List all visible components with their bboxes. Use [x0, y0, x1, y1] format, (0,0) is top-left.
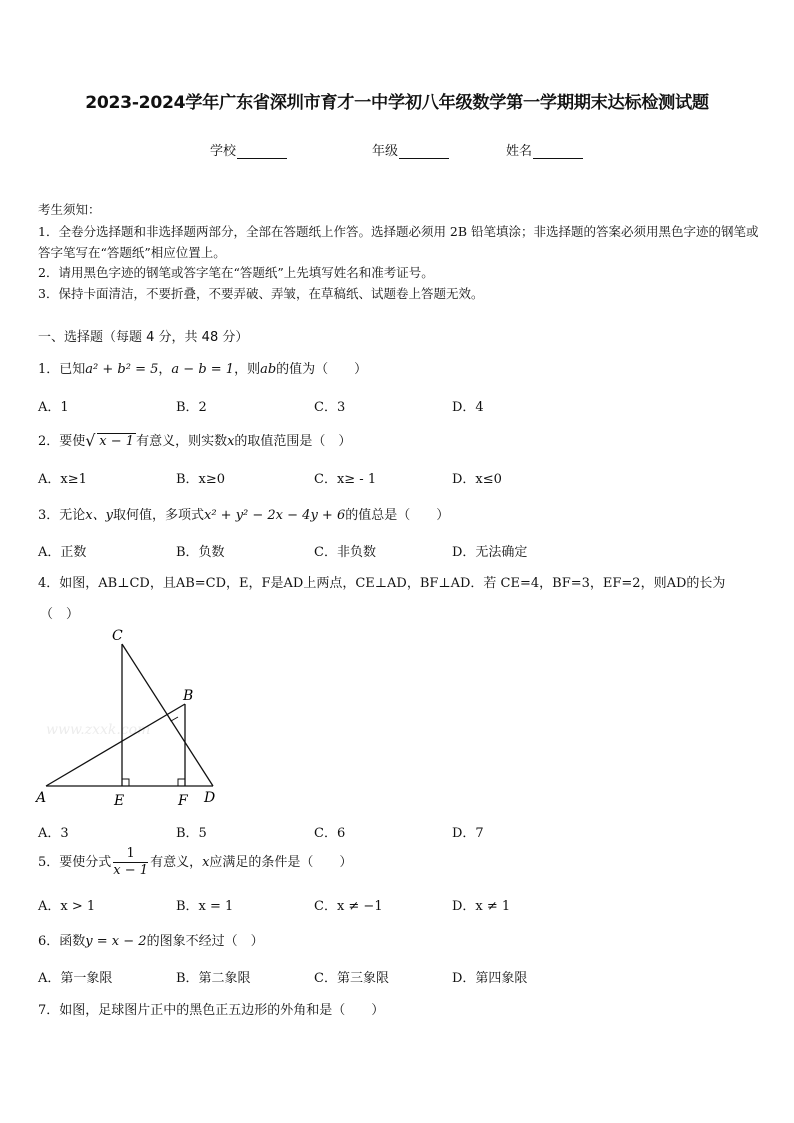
q5-option-a: A．x > 1 [38, 899, 96, 914]
q5-post: 应满足的条件是（ ） [209, 855, 353, 870]
question-7 [38, 999, 384, 1018]
q3-expr: x² + y² − 2x − 4y + 6 [204, 508, 346, 523]
school-blank [237, 144, 287, 159]
q6-option-d: D．第四象限 [452, 971, 528, 986]
right-angle-e [122, 779, 129, 786]
notice-item-3: 3．保持卡面清洁，不要折叠，不要弄破、弄皱，在草稿纸、试题卷上答题无效。 [38, 286, 484, 301]
q1-number: 1． [38, 362, 60, 377]
q3-option-a: A．正数 [38, 545, 87, 560]
q1-option-a: A．1 [38, 400, 69, 415]
question-4 [38, 572, 725, 591]
q6-pre: 函数 [59, 934, 86, 949]
grade-blank [399, 144, 449, 159]
question-1 [38, 358, 367, 377]
q1-sep: ， [158, 362, 172, 377]
q6-option-b: B．第二象限 [176, 971, 251, 986]
q5-option-d: D．x ≠ 1 [452, 899, 511, 914]
q6-option-a: A．第一象限 [38, 971, 113, 986]
grade-label: 年级 [372, 144, 399, 159]
name-blank [533, 144, 583, 159]
q2-radicand: x − 1 [99, 434, 135, 449]
notice-heading: 考生须知： [38, 202, 101, 217]
section-title: 一、选择题（每题 4 分，共 48 分） [38, 330, 249, 345]
q3-option-c: C．非负数 [314, 545, 376, 560]
q4-figure [30, 622, 230, 812]
q4-option-c: C．6 [314, 826, 346, 841]
figure-watermark: www.zxxk.com [46, 722, 151, 738]
q1-var: ab [260, 362, 277, 377]
name-label: 姓名 [506, 144, 533, 159]
q2-option-c: C．x≥ - 1 [314, 472, 377, 487]
q5-var: x [202, 855, 210, 870]
q1-option-d: D．4 [452, 400, 484, 415]
q3-pre: 无论 [59, 508, 86, 523]
q1-option-b: B．2 [176, 400, 207, 415]
q2-post: 的取值范围是（ ） [234, 434, 352, 449]
q2-option-b: B．x≥0 [176, 472, 226, 487]
page-title: 2023-2024学年广东省深圳市育才一中学初八年级数学第一学期期末达标检测试题 [85, 93, 709, 113]
q1-post: 的值为（ ） [276, 362, 368, 377]
q3-option-d: D．无法确定 [452, 545, 528, 560]
q5-mid: 有意义， [150, 855, 203, 870]
school-field [210, 140, 287, 159]
line-ab [46, 704, 185, 786]
q3-mid: 取何值，多项式 [112, 508, 204, 523]
question-5 [38, 846, 352, 879]
q2-number: 2． [38, 434, 60, 449]
q6-number: 6． [38, 934, 60, 949]
sqrt-icon: √ [85, 431, 96, 450]
q7-text: 如图，足球图片正中的黑色正五边形的外角和是（ ） [59, 1003, 385, 1018]
label-c: C [112, 628, 123, 644]
q5-number: 5． [38, 855, 60, 870]
q3-vars: x、y [85, 508, 113, 523]
notice-item-1: 1．全卷分选择题和非选择题两部分，全部在答题纸上作答。选择题必须用 2B 铅笔填涂；非选择题的答案必须用黑色字迹的钢笔或答字笔写在“答题纸”相应位置上。 [38, 224, 759, 260]
q6-post: 的图象不经过（ ） [146, 934, 264, 949]
label-f: F [178, 793, 188, 809]
q6-expr: y = x − 2 [85, 934, 147, 949]
q5-frac-numerator: 1 [113, 846, 148, 863]
q2-mid: 有意义，则实数 [136, 434, 228, 449]
q4-text: 如图，AB⊥CD，且AB=CD，E，F是AD上两点，CE⊥AD，BF⊥AD．若 CE=4，BF=3，EF=2，则AD的长为 [59, 576, 726, 591]
q2-var: x [227, 434, 235, 449]
name-field [506, 140, 583, 159]
q1-option-c: C．3 [314, 400, 346, 415]
q5-fraction [113, 846, 148, 879]
geometry-diagram [30, 622, 230, 812]
q1-mid: ，则 [234, 362, 261, 377]
label-b: B [183, 688, 194, 704]
q6-option-c: C．第三象限 [314, 971, 389, 986]
label-e: E [114, 793, 125, 809]
q7-number: 7． [38, 1003, 60, 1018]
q3-number: 3． [38, 508, 60, 523]
q1-eq1: a² + b² = 5 [85, 362, 159, 377]
q2-pre: 要使 [59, 434, 86, 449]
q1-eq2: a − b = 1 [171, 362, 235, 377]
right-angle-f [178, 779, 185, 786]
q5-frac-denominator: x − 1 [113, 863, 149, 878]
question-3 [38, 504, 449, 523]
q4-option-d: D．7 [452, 826, 484, 841]
q5-option-c: C．x ≠ −1 [314, 899, 383, 914]
question-6 [38, 930, 264, 949]
notice-item-2: 2．请用黑色字迹的钢笔或答字笔在“答题纸”上先填写姓名和准考证号。 [38, 265, 434, 280]
q4-option-b: B．5 [176, 826, 207, 841]
school-label: 学校 [210, 144, 237, 159]
label-a: A [36, 790, 47, 806]
question-2 [38, 430, 351, 449]
label-d: D [204, 790, 216, 806]
q3-option-b: B．负数 [176, 545, 225, 560]
q1-pre: 已知 [59, 362, 86, 377]
q3-post: 的值总是（ ） [345, 508, 450, 523]
q4-number: 4． [38, 576, 60, 591]
q4-option-a: A．3 [38, 826, 69, 841]
grade-field [372, 140, 449, 159]
q4-paren: （ ） [40, 607, 80, 622]
q2-sqrt [85, 431, 136, 450]
q2-option-a: A．x≥1 [38, 472, 87, 487]
q2-option-d: D．x≤0 [452, 472, 502, 487]
right-angle-intersection [167, 714, 178, 721]
q5-option-b: B．x = 1 [176, 899, 234, 914]
q5-pre: 要使分式 [59, 855, 112, 870]
